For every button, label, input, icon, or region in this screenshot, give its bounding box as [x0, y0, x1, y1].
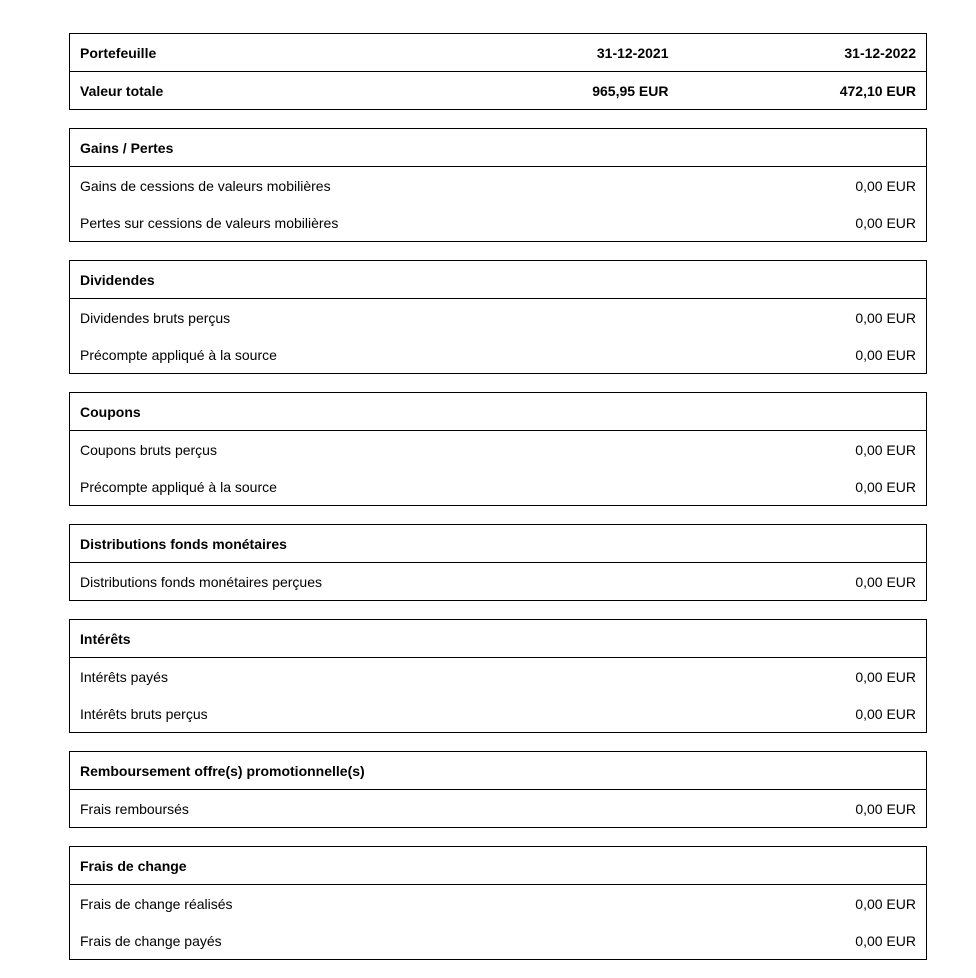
row-label: Intérêts bruts perçus	[80, 705, 208, 722]
portfolio-date-2021: 31-12-2021	[470, 34, 679, 72]
section-dividendes	[69, 260, 927, 374]
section-coupons	[69, 392, 927, 506]
section-interets	[69, 619, 927, 733]
row-label: Distributions fonds monétaires perçues	[80, 573, 323, 590]
section-header	[70, 261, 927, 299]
portfolio-table	[69, 33, 927, 110]
tax-report-document	[69, 33, 926, 978]
table-row	[70, 204, 927, 242]
table-row	[70, 658, 927, 696]
section-title: Coupons	[70, 393, 927, 431]
row-label: Dividendes bruts perçus	[80, 309, 231, 326]
table-row	[70, 922, 927, 960]
portfolio-total-2021: 965,95 EUR	[592, 82, 669, 99]
portfolio-total-label: Valeur totale	[80, 82, 164, 99]
section-title: Remboursement offre(s) promotionnelle(s)	[70, 752, 927, 790]
section-header	[70, 525, 927, 563]
table-row	[70, 336, 927, 374]
section-header	[70, 393, 927, 431]
section-gains-pertes	[69, 128, 927, 242]
row-label: Gains de cessions de valeurs mobilières	[80, 177, 331, 194]
row-value: 0,00 EUR	[855, 441, 916, 458]
section-header	[70, 847, 927, 885]
table-row	[70, 167, 927, 205]
portfolio-header-row	[70, 34, 927, 72]
row-value: 0,00 EUR	[855, 346, 917, 363]
section-title: Frais de change	[70, 847, 927, 885]
row-label: Frais remboursés	[80, 800, 189, 817]
row-label: Pertes sur cessions de valeurs mobilières	[80, 214, 339, 231]
section-title: Dividendes	[70, 261, 927, 299]
row-value: 0,00 EUR	[855, 895, 916, 912]
table-row	[70, 885, 927, 923]
table-row	[70, 563, 927, 601]
section-title: Distributions fonds monétaires	[70, 525, 927, 563]
row-value: 0,00 EUR	[855, 478, 916, 495]
table-row	[70, 468, 927, 506]
section-header	[70, 752, 927, 790]
section-header	[70, 620, 927, 658]
row-label: Intérêts payés	[80, 668, 168, 685]
section-header	[70, 129, 927, 167]
portfolio-total-2022: 472,10 EUR	[839, 82, 916, 99]
row-value: 0,00 EUR	[855, 573, 917, 590]
table-row	[70, 790, 927, 828]
row-label: Coupons bruts perçus	[80, 441, 217, 458]
row-label: Précompte appliqué à la source	[80, 346, 277, 363]
table-row	[70, 695, 927, 733]
section-title: Gains / Pertes	[70, 129, 927, 167]
row-value: 0,00 EUR	[855, 214, 917, 231]
section-distributions-fonds-monetaires	[69, 524, 927, 601]
row-value: 0,00 EUR	[855, 309, 917, 326]
row-value: 0,00 EUR	[855, 932, 916, 949]
table-row	[70, 431, 927, 469]
section-remboursement-offres-promotionnelles	[69, 751, 927, 828]
portfolio-total-row	[70, 72, 927, 110]
section-title: Intérêts	[70, 620, 927, 658]
row-value: 0,00 EUR	[855, 668, 917, 685]
row-label: Précompte appliqué à la source	[80, 478, 277, 495]
row-label: Frais de change réalisés	[80, 895, 233, 912]
row-label: Frais de change payés	[80, 932, 222, 949]
portfolio-header-label: Portefeuille	[70, 34, 470, 72]
row-value: 0,00 EUR	[855, 800, 917, 817]
section-frais-de-change	[69, 846, 927, 960]
table-row	[70, 299, 927, 337]
row-value: 0,00 EUR	[855, 705, 917, 722]
row-value: 0,00 EUR	[855, 177, 917, 194]
portfolio-date-2022: 31-12-2022	[679, 34, 927, 72]
